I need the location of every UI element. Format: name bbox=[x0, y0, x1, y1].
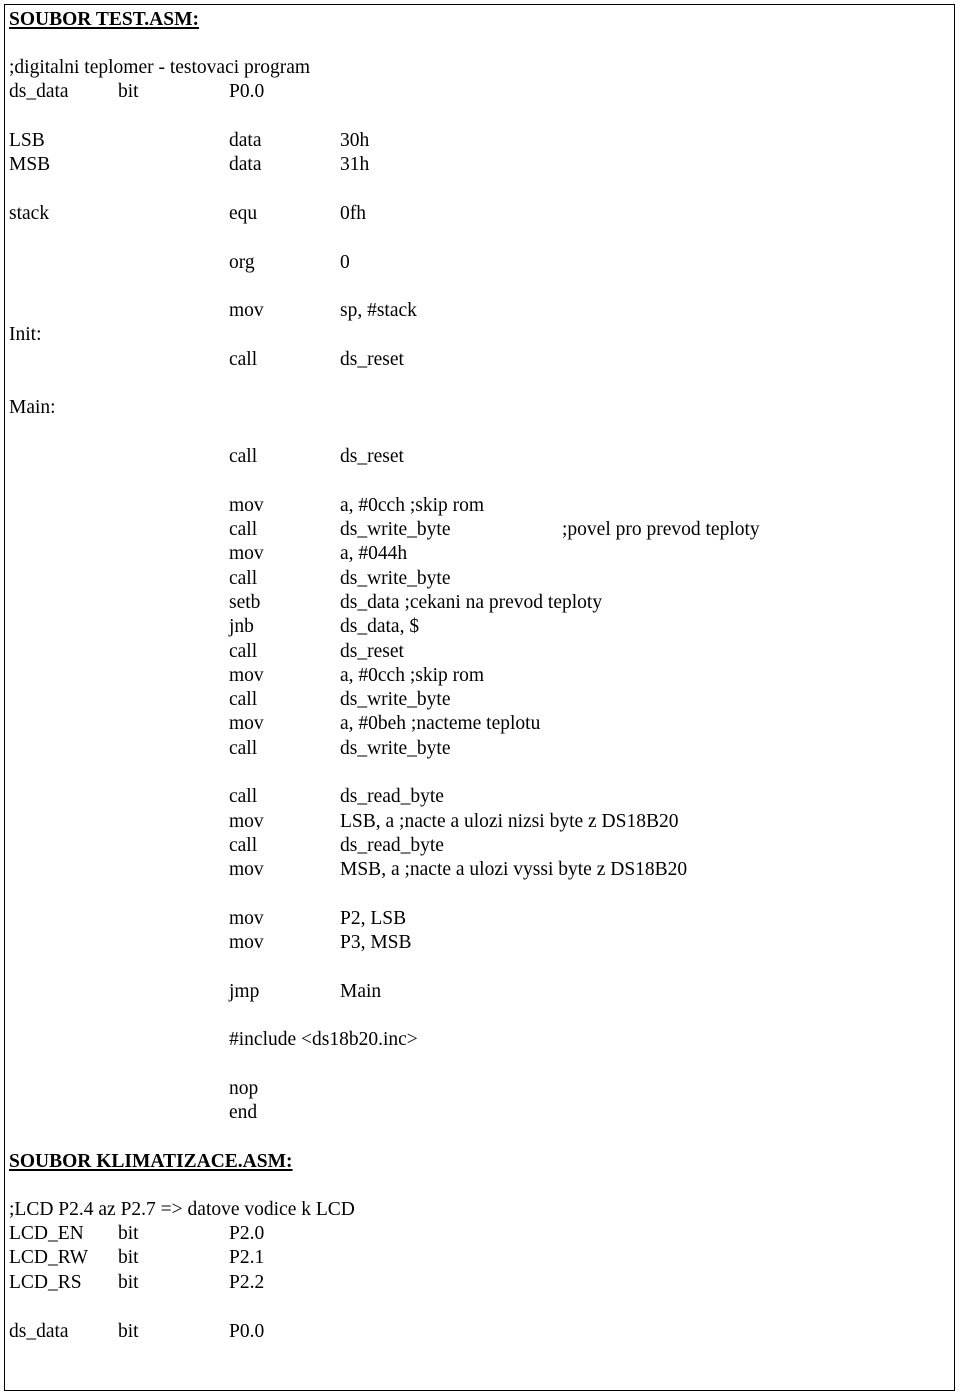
code-arg: ds_write_byte bbox=[340, 568, 451, 589]
code-op: mov bbox=[229, 300, 264, 321]
code-arg: MSB, a ;nacte a ulozi vyssi byte z DS18B20 bbox=[340, 859, 688, 880]
code-arg: ds_read_byte bbox=[340, 786, 444, 807]
def-name: LCD_RW bbox=[9, 1247, 89, 1268]
def-name: stack bbox=[9, 203, 50, 224]
code-op: mov bbox=[229, 908, 264, 929]
code-op: mov bbox=[229, 932, 264, 953]
code-op: mov bbox=[229, 495, 264, 516]
code-op: end bbox=[229, 1102, 258, 1123]
def-value: 30h bbox=[340, 130, 370, 151]
code-arg: ds_reset bbox=[340, 349, 404, 370]
code-comment: ;povel pro prevod teploty bbox=[562, 519, 760, 540]
def-keyword: data bbox=[229, 154, 262, 175]
comment-line: ;LCD P2.4 az P2.7 => datove vodice k LCD bbox=[9, 1199, 355, 1220]
def-name: LCD_RS bbox=[9, 1272, 82, 1293]
code-op: call bbox=[229, 641, 258, 662]
code-op: mov bbox=[229, 665, 264, 686]
code-op: mov bbox=[229, 713, 264, 734]
def-keyword: bit bbox=[118, 1247, 139, 1268]
code-op: setb bbox=[229, 592, 261, 613]
code-arg: ds_data ;cekani na prevod teploty bbox=[340, 592, 603, 613]
code-op: call bbox=[229, 446, 258, 467]
code-arg: LSB, a ;nacte a ulozi nizsi byte z DS18B20 bbox=[340, 811, 679, 832]
include-directive: #include <ds18b20.inc> bbox=[229, 1029, 418, 1050]
def-value: 31h bbox=[340, 154, 370, 175]
code-op: call bbox=[229, 689, 258, 710]
def-value: 0fh bbox=[340, 203, 366, 224]
code-arg: a, #0cch ;skip rom bbox=[340, 665, 485, 686]
code-arg: sp, #stack bbox=[340, 300, 417, 321]
def-name: ds_data bbox=[9, 81, 69, 102]
def-keyword: bit bbox=[118, 1272, 139, 1293]
def-name: ds_data bbox=[9, 1321, 69, 1342]
def-keyword: bit bbox=[118, 1321, 139, 1342]
code-arg: ds_write_byte bbox=[340, 738, 451, 759]
code-op: org bbox=[229, 252, 255, 273]
def-value: P2.2 bbox=[229, 1272, 265, 1293]
code-arg: ds_reset bbox=[340, 641, 404, 662]
document-frame bbox=[4, 4, 955, 1391]
label-init: Init: bbox=[9, 324, 42, 345]
code-op: call bbox=[229, 349, 258, 370]
code-arg: ds_data, $ bbox=[340, 616, 420, 637]
code-op: call bbox=[229, 835, 258, 856]
code-op: mov bbox=[229, 859, 264, 880]
code-arg: Main bbox=[340, 981, 382, 1002]
code-op: call bbox=[229, 568, 258, 589]
code-op: call bbox=[229, 786, 258, 807]
code-op: jmp bbox=[229, 981, 260, 1002]
code-arg: P2, LSB bbox=[340, 908, 407, 929]
def-keyword: bit bbox=[118, 1223, 139, 1244]
label-main: Main: bbox=[9, 397, 56, 418]
def-value: P0.0 bbox=[229, 81, 265, 102]
code-arg: ds_reset bbox=[340, 446, 404, 467]
code-op: jnb bbox=[229, 616, 254, 637]
code-arg: ds_write_byte bbox=[340, 689, 451, 710]
code-arg: a, #0cch ;skip rom bbox=[340, 495, 485, 516]
def-keyword: equ bbox=[229, 203, 258, 224]
heading-klimatizace-asm: SOUBOR KLIMATIZACE.ASM: bbox=[9, 1151, 293, 1172]
code-arg: a, #044h bbox=[340, 543, 408, 564]
def-value: P2.0 bbox=[229, 1223, 265, 1244]
code-arg: P3, MSB bbox=[340, 932, 412, 953]
code-arg: 0 bbox=[340, 252, 350, 273]
code-arg: ds_write_byte bbox=[340, 519, 451, 540]
def-name: MSB bbox=[9, 154, 51, 175]
def-name: LCD_EN bbox=[9, 1223, 84, 1244]
code-op: mov bbox=[229, 543, 264, 564]
code-op: call bbox=[229, 519, 258, 540]
def-value: P2.1 bbox=[229, 1247, 265, 1268]
comment-line: ;digitalni teplomer - testovaci program bbox=[9, 57, 311, 78]
def-keyword: bit bbox=[118, 81, 139, 102]
code-op: mov bbox=[229, 811, 264, 832]
def-keyword: data bbox=[229, 130, 262, 151]
code-arg: ds_read_byte bbox=[340, 835, 444, 856]
code-arg: a, #0beh ;nacteme teplotu bbox=[340, 713, 541, 734]
code-op: call bbox=[229, 738, 258, 759]
code-op: nop bbox=[229, 1078, 259, 1099]
heading-test-asm: SOUBOR TEST.ASM: bbox=[9, 9, 199, 30]
def-name: LSB bbox=[9, 130, 45, 151]
def-value: P0.0 bbox=[229, 1321, 265, 1342]
